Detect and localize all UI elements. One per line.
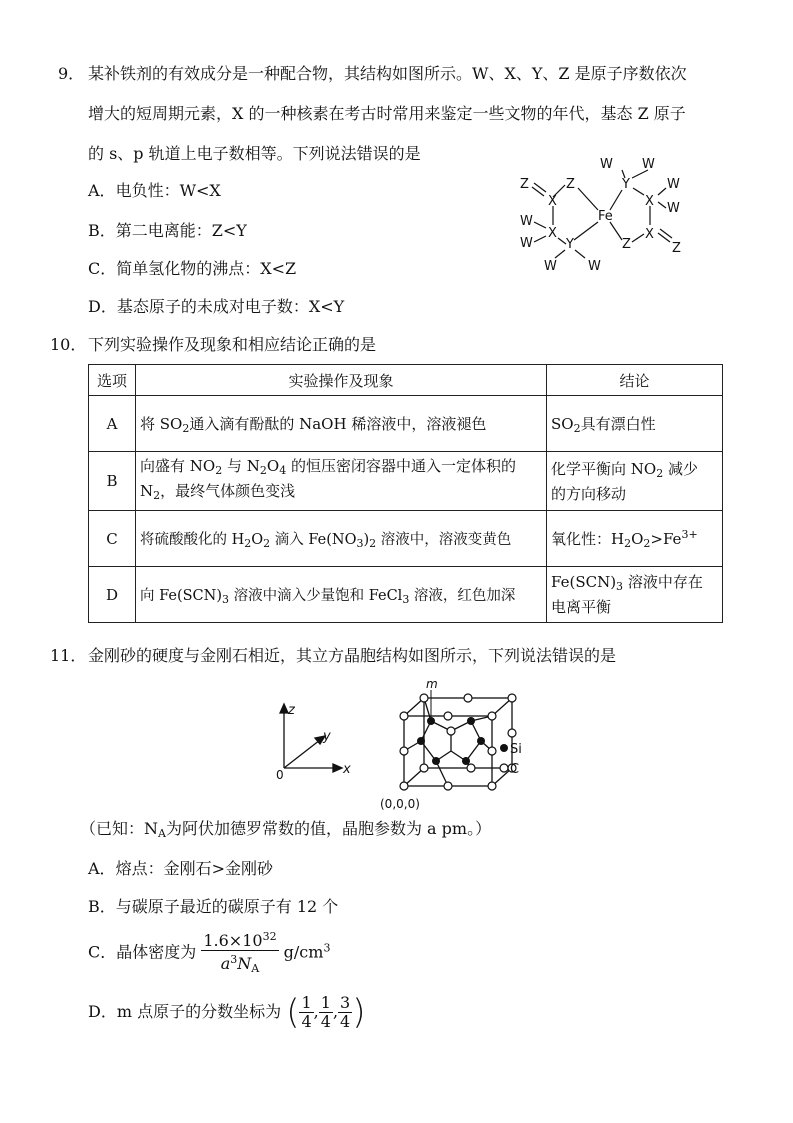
q11-option-b: B．与碳原子最近的碳原子有 12 个 xyxy=(88,897,339,916)
q9-option-b: B．第二电离能：Z<Y xyxy=(88,221,247,240)
row-conclusion: $SO_2$具有漂白性 xyxy=(547,396,723,452)
q9-structure-diagram xyxy=(510,150,700,275)
atom-w: W xyxy=(667,177,680,192)
q9-option-d: D．基态原子的未成对电子数：X<Y xyxy=(88,297,345,316)
axis-z-label: z xyxy=(288,703,295,718)
atom-x: X xyxy=(645,194,654,209)
table-row xyxy=(89,396,723,452)
q11-given: （已知：$N_A$为阿伏加德罗常数的值，晶胞参数为 a pm。） xyxy=(80,819,492,840)
q9-option-c: C．简单氢化物的沸点：X<Z xyxy=(88,259,297,278)
row-conclusion: 化学平衡向 $NO_2$ 减少 的方向移动 xyxy=(547,452,723,511)
atom-w: W xyxy=(642,157,655,172)
q11-option-c: C．晶体密度为 $\frac{1.6\times 10^{32}}{a^3N_A}$ $g/cm^3$ xyxy=(88,928,330,978)
table-header-conclusion: 结论 xyxy=(547,365,723,396)
atom-z: Z xyxy=(622,237,631,252)
origin-label: (0,0,0) xyxy=(380,797,420,811)
axis-y-label: y xyxy=(323,729,331,744)
row-option: A xyxy=(89,396,136,452)
atom-z: Z xyxy=(520,177,529,192)
row-option: B xyxy=(89,452,136,511)
atom-x: X xyxy=(645,227,654,242)
row-operation: 向盛有 $NO_2$ 与 $N_2O_4$ 的恒压密闭容器中通入一定体积的 $N_2$，最终气体颜色变浅 xyxy=(136,452,547,511)
legend-c: C xyxy=(510,762,520,777)
atom-x: X xyxy=(548,226,557,241)
sic-unit-cell-diagram xyxy=(376,676,536,811)
axes-diagram xyxy=(270,700,360,785)
q9-stem-line1: 某补铁剂的有效成分是一种配合物，其结构如图所示。W、X、Y、Z 是原子序数依次 xyxy=(88,64,687,83)
atom-w: W xyxy=(588,259,601,274)
q10-number: 10． xyxy=(50,335,87,354)
q9-stem-line3: 的 s、p 轨道上电子数相等。下列说法错误的是 xyxy=(88,144,421,163)
q9-option-a: A．电负性：W<X xyxy=(88,181,221,200)
q11-option-a: A．熔点：金刚石>金刚砂 xyxy=(88,859,273,878)
table-row xyxy=(89,511,723,567)
table-header-option: 选项 xyxy=(89,365,136,396)
atom-w: W xyxy=(520,214,533,229)
density-fraction: $\frac{1.6\times 10^{32}}{a^3N_A}$ xyxy=(203,930,277,975)
q10-table xyxy=(88,364,723,623)
row-operation: 向 $Fe(SCN)_3$ 溶液中滴入少量饱和 FeCl$_3$ 溶液，红色加深 xyxy=(136,567,547,623)
q11-stem: 金刚砂的硬度与金刚石相近，其立方晶胞结构如图所示，下列说法错误的是 xyxy=(88,646,617,665)
axis-origin-label: 0 xyxy=(276,768,284,782)
table-header-operation: 实验操作及现象 xyxy=(136,365,547,396)
atom-fe: Fe xyxy=(598,209,613,224)
q9-stem-line2: 增大的短周期元素，X 的一种核素在考古时常用来鉴定一些文物的年代，基态 Z 原子 xyxy=(88,104,686,123)
row-conclusion: $Fe(SCN)_3$ 溶液中存在 电离平衡 xyxy=(547,567,723,623)
atom-w: W xyxy=(600,157,613,172)
atom-y: Y xyxy=(622,177,630,192)
table-row xyxy=(89,452,723,511)
row-option: D xyxy=(89,567,136,623)
q9-number: 9． xyxy=(58,64,85,83)
atom-w: W xyxy=(520,236,533,251)
row-operation: 将 $SO_2$通入滴有酚酞的 NaOH 稀溶液中，溶液褪色 xyxy=(136,396,547,452)
q11-number: 11． xyxy=(50,646,87,665)
atom-z: Z xyxy=(566,177,575,192)
legend-si: Si xyxy=(510,742,522,757)
axis-x-label: x xyxy=(343,762,351,777)
row-conclusion: 氧化性：$H_2O_2>Fe^{3+}$ xyxy=(547,511,723,567)
q11-option-d: D．m 点原子的分数坐标为 ( $\frac{1}{4}$ , $\frac{1}{4}$ , $\frac{3}{4}$ ) xyxy=(88,992,366,1033)
q10-stem: 下列实验操作及现象和相应结论正确的是 xyxy=(88,335,377,354)
atom-y: Y xyxy=(566,237,574,252)
row-option: C xyxy=(89,511,136,567)
atom-w: W xyxy=(544,259,557,274)
table-row xyxy=(89,567,723,623)
atom-z: Z xyxy=(672,241,681,256)
atom-m-label: m xyxy=(426,677,438,691)
atom-w: W xyxy=(667,201,680,216)
atom-x: X xyxy=(548,194,557,209)
row-operation: 将硫酸酸化的 $H_2O_2$ 滴入 $Fe(NO_3)_2$ 溶液中，溶液变黄色 xyxy=(136,511,547,567)
